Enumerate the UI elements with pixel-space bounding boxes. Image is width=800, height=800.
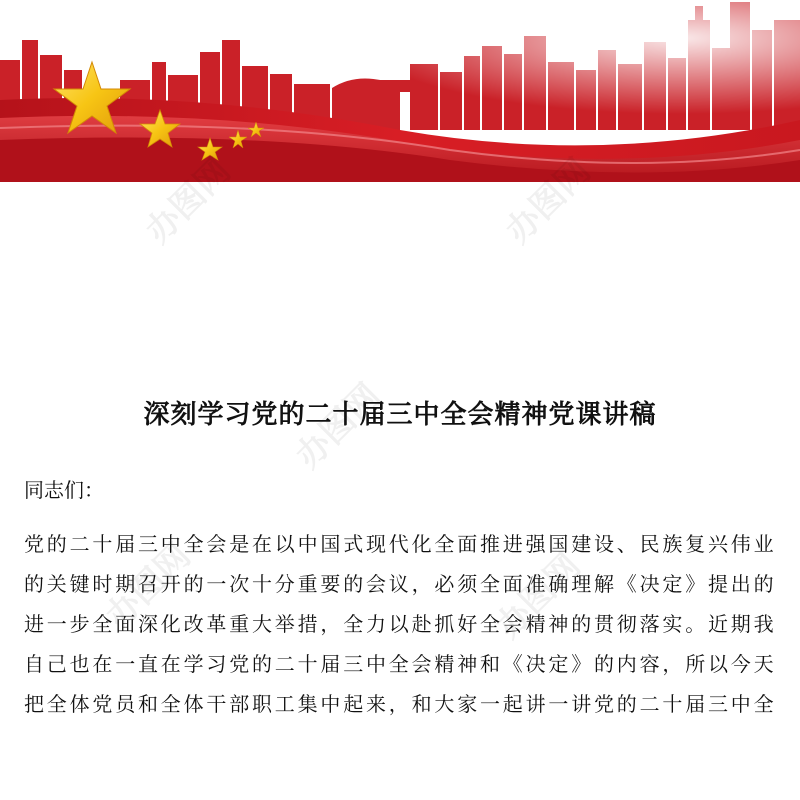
document-title: 深刻学习党的二十届三中全会精神党课讲稿 [143,400,657,430]
banner-graphic [0,0,800,190]
watermark-text: 办图网 [138,150,239,252]
body-line: 把全体党员和全体干部职工集中起来，和大家一起讲一讲党的二十届三中全 [24,692,777,716]
body-line: 党的二十届三中全会是在以中国式现代化全面推进强国建设、民族复兴伟业 [24,532,777,556]
salutation: 同志们： [24,478,104,502]
body-line: 的关键时期召开的一次十分重要的会议，必须全面准确理解《决定》提出的 [24,572,777,596]
watermark-text: 办图网 [288,375,389,477]
body-paragraph [24,524,780,724]
body-line: 自己也在一直在学习党的二十届三中全会精神和《决定》的内容，所以今天 [24,652,777,676]
watermark-text: 办图网 [498,150,599,252]
watermark-text: 办图网 [488,545,589,647]
header-banner [0,0,800,190]
body-line: 进一步全面深化改革重大举措，全力以赴抓好全会精神的贯彻落实。近期我 [24,612,777,636]
watermark-text: 办图网 [98,535,199,637]
